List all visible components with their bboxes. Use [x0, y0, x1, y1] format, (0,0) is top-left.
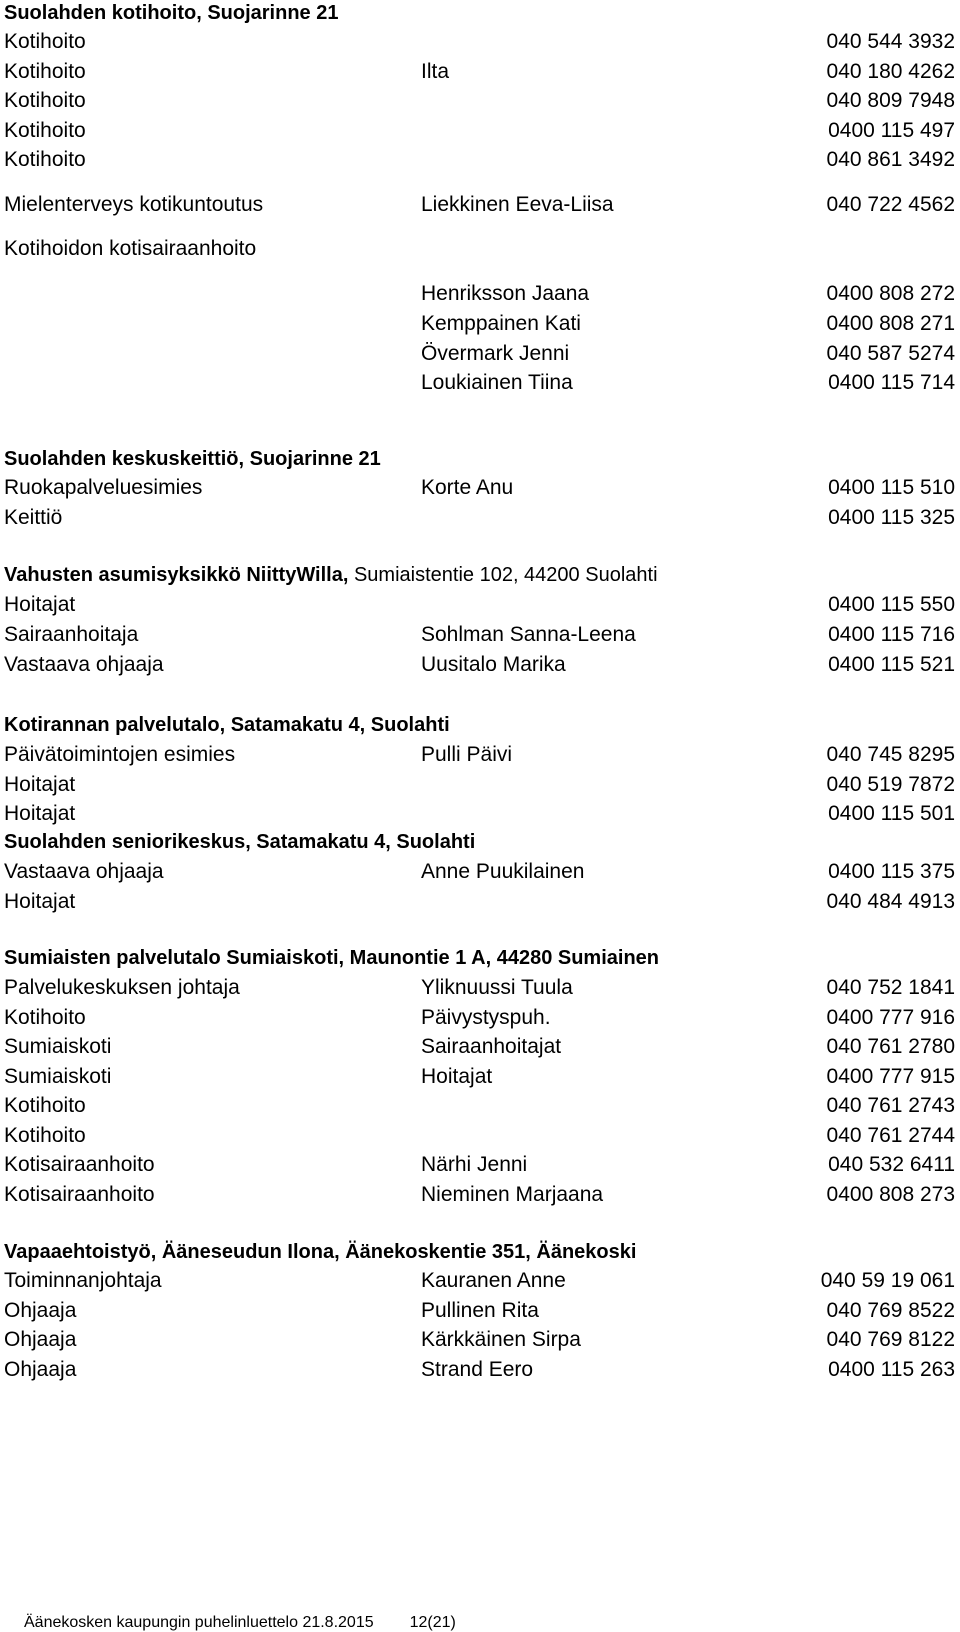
role-cell: Kotisairaanhoito: [4, 1183, 155, 1206]
directory-row: [0, 1032, 960, 1062]
role-cell: Kotihoito: [4, 1006, 86, 1029]
role-cell: Sumiaiskoti: [4, 1035, 112, 1058]
directory-row: [0, 1091, 960, 1121]
directory-row: [0, 145, 960, 175]
section-title: Suolahden seniorikeskus, Satamakatu 4, Suolahti: [4, 831, 476, 853]
directory-row: [0, 279, 960, 309]
directory-row: [0, 1150, 960, 1180]
directory-row: [0, 770, 960, 800]
role-cell: Mielenterveys kotikuntoutus: [4, 193, 264, 216]
phone-cell: 040 745 8295: [826, 743, 955, 766]
name-cell: Loukiainen Tiina: [421, 371, 573, 394]
directory-row: [0, 27, 960, 57]
phone-cell: 040 761 2744: [826, 1124, 955, 1147]
name-cell: Närhi Jenni: [421, 1153, 528, 1176]
name-cell: Pulli Päivi: [421, 743, 513, 766]
role-cell: Hoitajat: [4, 773, 76, 796]
name-cell: Liekkinen Eeva-Liisa: [421, 193, 614, 216]
phone-cell: 040 519 7872: [826, 773, 955, 796]
phone-cell: 040 180 4262: [826, 60, 955, 83]
role-cell: Kotisairaanhoito: [4, 1153, 155, 1176]
directory-row: [0, 590, 960, 620]
name-cell: Ilta: [421, 60, 450, 83]
directory-row: [0, 1296, 960, 1326]
role-cell: Kotihoito: [4, 1094, 86, 1117]
directory-row: [0, 740, 960, 770]
phone-cell: 040 59 19 061: [820, 1269, 955, 1292]
role-cell: Ohjaaja: [4, 1328, 77, 1351]
role-cell: Hoitajat: [4, 890, 76, 913]
section-title: Suolahden kotihoito, Suojarinne 21: [4, 2, 339, 24]
section-title: Kotirannan palvelutalo, Satamakatu 4, Suolahti: [4, 714, 450, 736]
section-heading: [4, 446, 381, 472]
phone-cell: 040 809 7948: [826, 89, 955, 112]
section-title: Vapaaehtoistyö, Ääneseudun Ilona, Äänekoskentie 351, Äänekoski: [4, 1241, 637, 1263]
directory-row: [0, 1266, 960, 1296]
role-cell: Hoitajat: [4, 593, 76, 616]
section-heading: [4, 1239, 636, 1265]
role-cell: Ohjaaja: [4, 1299, 77, 1322]
name-cell: Päivystyspuh.: [421, 1006, 551, 1029]
section-heading: [4, 712, 450, 738]
role-cell: Toiminnanjohtaja: [4, 1269, 162, 1292]
section-address: Sumiaistentie 102, 44200 Suolahti: [348, 564, 658, 586]
section-heading: [4, 829, 475, 855]
name-cell: Pullinen Rita: [421, 1299, 539, 1322]
phone-cell: 0400 808 272: [826, 282, 955, 305]
phone-cell: 040 532 6411: [828, 1153, 955, 1176]
directory-row: [0, 1121, 960, 1151]
section-heading: [4, 0, 338, 26]
directory-row: [0, 116, 960, 146]
phone-cell: 0400 115 521: [828, 653, 955, 676]
directory-row: [0, 339, 960, 369]
role-cell: Kotihoito: [4, 119, 86, 142]
name-cell: Sairaanhoitajat: [421, 1035, 562, 1058]
page-footer: [24, 1614, 456, 1632]
name-cell: Övermark Jenni: [421, 342, 570, 365]
directory-row: [0, 1062, 960, 1092]
directory-row: [0, 368, 960, 398]
name-cell: Yliknuussi Tuula: [421, 976, 573, 999]
phone-cell: 040 761 2780: [826, 1035, 955, 1058]
name-cell: Kauranen Anne: [421, 1269, 566, 1292]
footer-text: Äänekosken kaupungin puhelinluettelo 21.8.2015: [24, 1614, 374, 1631]
name-cell: Uusitalo Marika: [421, 653, 566, 676]
directory-row: [0, 503, 960, 533]
directory-row: [0, 190, 960, 220]
name-cell: Sohlman Sanna-Leena: [421, 623, 636, 646]
directory-row: [0, 1325, 960, 1355]
name-cell: Kemppainen Kati: [421, 312, 581, 335]
name-cell: Strand Eero: [421, 1358, 534, 1381]
phone-cell: 040 544 3932: [826, 30, 955, 53]
directory-row: [0, 887, 960, 917]
role-cell: Kotihoito: [4, 30, 86, 53]
phone-cell: 040 752 1841: [826, 976, 955, 999]
role-cell: Päivätoimintojen esimies: [4, 743, 236, 766]
role-cell: Hoitajat: [4, 802, 76, 825]
phone-cell: 0400 115 510: [828, 476, 955, 499]
role-cell: Kotihoito: [4, 148, 86, 171]
directory-row: [0, 1355, 960, 1385]
phone-cell: 0400 115 263: [828, 1358, 955, 1381]
phone-cell: 040 769 8522: [826, 1299, 955, 1322]
name-cell: Korte Anu: [421, 476, 514, 499]
role-cell: Ohjaaja: [4, 1358, 77, 1381]
page-number: 12(21): [409, 1614, 456, 1631]
phone-cell: 0400 115 550: [828, 593, 955, 616]
role-cell: Vastaava ohjaaja: [4, 860, 164, 883]
phone-cell: 0400 115 375: [828, 860, 955, 883]
name-cell: Henriksson Jaana: [421, 282, 590, 305]
phone-cell: 0400 808 273: [826, 1183, 955, 1206]
section-title: Sumiaisten palvelutalo Sumiaiskoti, Maunontie 1 A, 44280 Sumiainen: [4, 947, 659, 969]
phone-cell: 0400 115 325: [828, 506, 955, 529]
role-cell: Kotihoito: [4, 89, 86, 112]
phone-cell: 040 484 4913: [826, 890, 955, 913]
phone-cell: 040 587 5274: [826, 342, 955, 365]
phone-cell: 0400 808 271: [826, 312, 955, 335]
directory-row: [0, 799, 960, 829]
role-cell: Palvelukeskuksen johtaja: [4, 976, 240, 999]
phone-cell: 040 769 8122: [826, 1328, 955, 1351]
directory-row: [0, 1003, 960, 1033]
directory-row: [0, 1180, 960, 1210]
name-cell: Nieminen Marjaana: [421, 1183, 604, 1206]
section-title: Suolahden keskuskeittiö, Suojarinne 21: [4, 448, 381, 470]
directory-row: [0, 57, 960, 87]
name-cell: Kärkkäinen Sirpa: [421, 1328, 581, 1351]
directory-row: [0, 857, 960, 887]
name-cell: Hoitajat: [421, 1065, 493, 1088]
directory-row: [0, 473, 960, 503]
directory-row: [0, 650, 960, 680]
phone-cell: 040 861 3492: [826, 148, 955, 171]
directory-row: [0, 234, 960, 264]
role-cell: Kotihoidon kotisairaanhoito: [4, 237, 257, 260]
phone-cell: 0400 115 497: [828, 119, 955, 142]
directory-row: [0, 309, 960, 339]
role-cell: Keittiö: [4, 506, 63, 529]
section-heading: [4, 945, 659, 971]
phone-cell: 0400 115 716: [828, 623, 955, 646]
directory-row: [0, 86, 960, 116]
role-cell: Sumiaiskoti: [4, 1065, 112, 1088]
phone-cell: 0400 115 501: [828, 802, 955, 825]
role-cell: Ruokapalveluesimies: [4, 476, 203, 499]
role-cell: Sairaanhoitaja: [4, 623, 139, 646]
section-heading: [4, 562, 658, 588]
phone-cell: 0400 777 915: [826, 1065, 955, 1088]
role-cell: Kotihoito: [4, 60, 86, 83]
phone-cell: 0400 115 714: [828, 371, 955, 394]
directory-row: [0, 620, 960, 650]
role-cell: Kotihoito: [4, 1124, 86, 1147]
directory-row: [0, 973, 960, 1003]
phone-cell: 040 722 4562: [826, 193, 955, 216]
name-cell: Anne Puukilainen: [421, 860, 585, 883]
phone-cell: 040 761 2743: [826, 1094, 955, 1117]
phone-cell: 0400 777 916: [826, 1006, 955, 1029]
role-cell: Vastaava ohjaaja: [4, 653, 164, 676]
section-title: Vahusten asumisyksikkö NiittyWilla,: [4, 564, 349, 586]
